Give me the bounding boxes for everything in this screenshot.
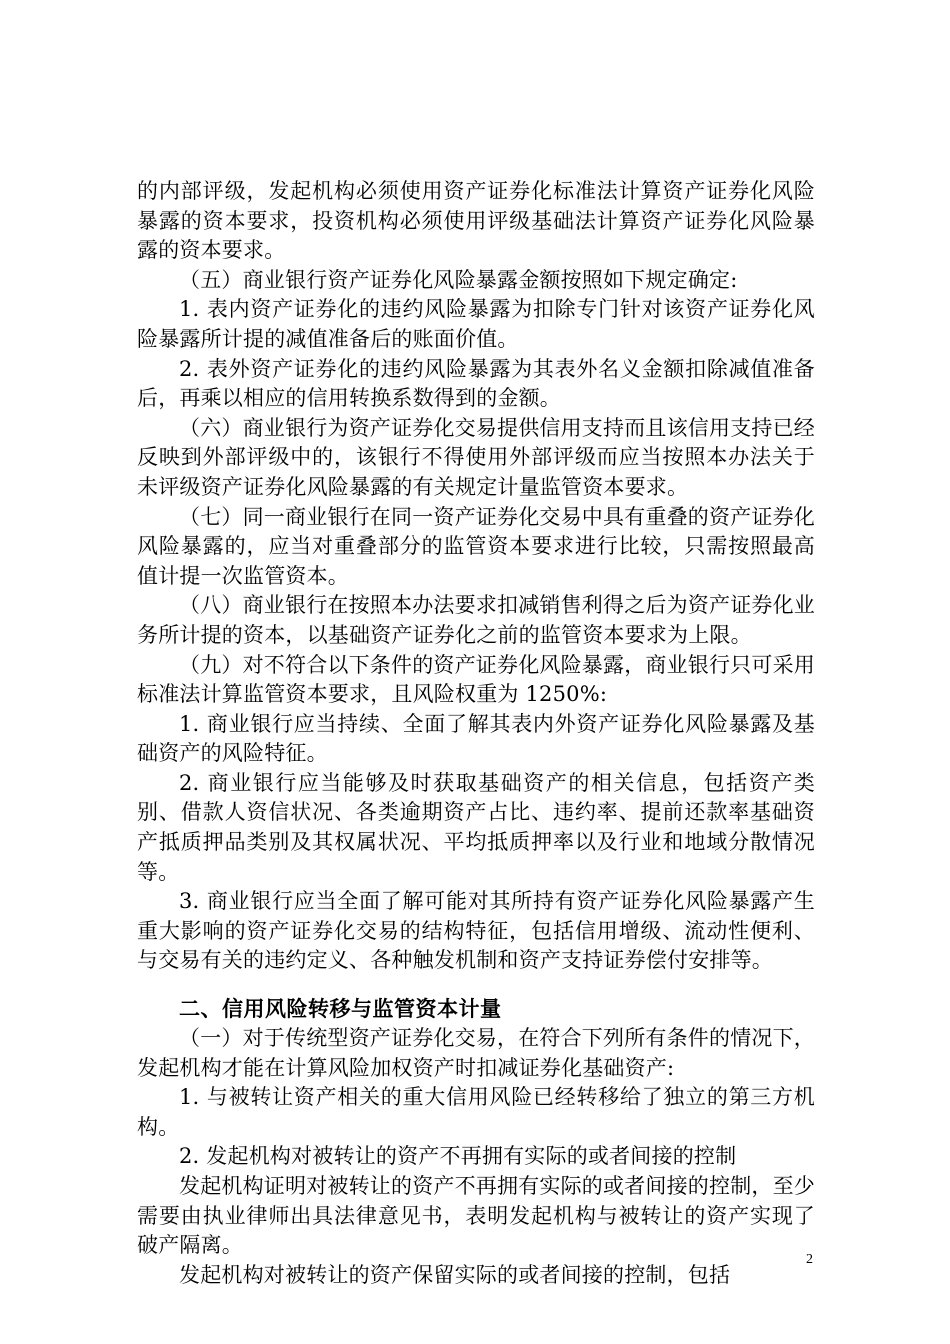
paragraph-2: 1. 表内资产证券化的违约风险暴露为扣除专门针对该资产证券化风险暴露所计提的减值准备后的账面价值。	[137, 297, 815, 351]
section-paragraph-1: 1. 与被转让资产相关的重大信用风险已经转移给了独立的第三方机构。	[137, 1085, 815, 1139]
paragraph-10: 3. 商业银行应当全面了解可能对其所持有资产证券化风险暴露产生重大影响的资产证券化交易的结构特征，包括信用增级、流动性便利、与交易有关的违约定义、各种触发机制和资产支持证券偿付安排等。	[137, 889, 815, 973]
paragraph-1: （五）商业银行资产证券化风险暴露金额按照如下规定确定:	[179, 267, 738, 292]
paragraph-8: 1. 商业银行应当持续、全面了解其表内外资产证券化风险暴露及基础资产的风险特征。	[137, 711, 815, 766]
section-paragraph-2: 2. 发起机构对被转让的资产不再拥有实际的或者间接的控制	[179, 1144, 737, 1169]
paragraph-3: 2. 表外资产证券化的违约风险暴露为其表外名义金额扣除减值准备后，再乘以相应的信用转换系数得到的金额。	[137, 356, 815, 411]
paragraph-7: （九）对不符合以下条件的资产证券化风险暴露，商业银行只可采用标准法计算监管资本要求，且风险权重为 1250%:	[137, 652, 815, 707]
paragraph-4: （六）商业银行为资产证券化交易提供信用支持而且该信用支持已经反映到外部评级中的，该银行不得使用外部评级而应当按照本办法关于未评级资产证券化风险暴露的有关规定计量监管资本要求。	[137, 415, 815, 499]
paragraph-6: （八）商业银行在按照本办法要求扣减销售利得之后为资产证券化业务所计提的资本，以基础资产证券化之前的监管资本要求为上限。	[137, 593, 815, 647]
section-paragraph-3: 发起机构证明对被转让的资产不再拥有实际的或者间接的控制，至少需要由执业律师出具法律意见书，表明发起机构与被转让的资产实现了破产隔离。	[137, 1174, 815, 1258]
section-heading: 二、信用风险转移与监管资本计量	[179, 997, 502, 1022]
section-paragraph-4: 发起机构对被转让的资产保留实际的或者间接的控制，包括	[179, 1262, 731, 1287]
paragraph-0: 的内部评级，发起机构必须使用资产证券化标准法计算资产证券化风险暴露的资本要求，投资机构必须使用评级基础法计算资产证券化风险暴露的资本要求。	[137, 179, 815, 263]
section-paragraph-0: （一）对于传统型资产证券化交易，在符合下列所有条件的情况下，发起机构才能在计算风险加权资产时扣减证券化基础资产:	[137, 1026, 815, 1080]
page-number: 2	[806, 1252, 813, 1267]
paragraph-5: （七）同一商业银行在同一资产证券化交易中具有重叠的资产证券化风险暴露的，应当对重叠部分的监管资本要求进行比较，只需按照最高值计提一次监管资本。	[137, 504, 815, 588]
document-body	[137, 177, 815, 1290]
paragraph-9: 2. 商业银行应当能够及时获取基础资产的相关信息，包括资产类别、借款人资信状况、各类逾期资产占比、违约率、提前还款率基础资产抵质押品类别及其权属状况、平均抵质押率以及行业和地域分散情况等。	[137, 770, 815, 884]
